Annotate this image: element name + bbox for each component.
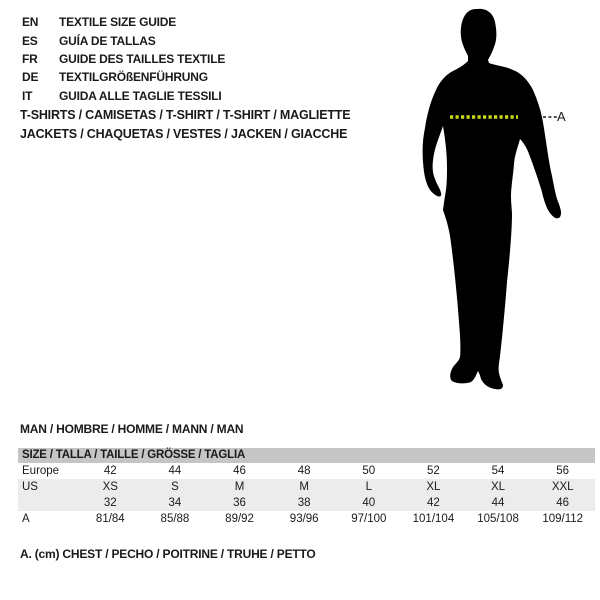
size-cell: 85/88 [160, 513, 190, 525]
lang-code: EN [22, 15, 39, 30]
size-cell: 38 [297, 497, 311, 509]
size-cell: 101/104 [412, 513, 455, 525]
man-figure [415, 4, 565, 396]
lang-code: IT [22, 88, 33, 103]
size-cell: 97/100 [351, 513, 387, 525]
lang-code: FR [22, 51, 38, 66]
table-row-europe [18, 463, 595, 479]
table-row-us-numeric [18, 495, 595, 511]
category-tshirts: T-SHIRTS / CAMISETAS / T-SHIRT / T-SHIRT / MAGLIETTE [20, 108, 351, 123]
size-cell: 44 [491, 497, 505, 509]
size-cell: M [299, 481, 309, 493]
garment-categories [20, 106, 350, 143]
size-cell: L [365, 481, 373, 493]
lang-row-it [22, 87, 225, 105]
size-cell: XL [491, 481, 506, 493]
lang-row-en [22, 13, 225, 31]
language-list [22, 13, 225, 105]
row-label: US [22, 481, 38, 493]
man-silhouette-path [423, 9, 561, 390]
size-table-header: SIZE / TALLA / TAILLE / GRÖSSE / TAGLIA [18, 448, 595, 463]
category-jackets: JACKETS / CHAQUETAS / VESTES / JACKEN / GIACCHE [20, 126, 348, 141]
size-cell: S [171, 481, 179, 493]
size-cell: 42 [427, 497, 440, 509]
size-cell: 52 [427, 465, 440, 477]
size-cell: XL [426, 481, 441, 493]
measure-label-a: A [557, 109, 566, 124]
lang-row-fr [22, 50, 225, 68]
size-cell: 36 [233, 497, 246, 509]
size-cell: 54 [491, 465, 505, 477]
lang-label: TEXTILGRÖßENFÜHRUNG [59, 70, 208, 85]
row-label: Europe [22, 465, 60, 477]
lang-row-de [22, 68, 225, 86]
size-cell: 109/112 [542, 513, 584, 525]
size-cell: 34 [168, 497, 182, 509]
size-cell: 44 [168, 465, 182, 477]
size-cell: M [234, 481, 245, 493]
size-cell: XXL [551, 481, 574, 493]
size-cell: 46 [556, 497, 570, 509]
lang-label: GUIDA ALLE TAGLIE TESSILI [59, 88, 222, 103]
row-label: A [22, 513, 30, 525]
lang-label: GUIDE DES TAILLES TEXTILE [59, 51, 226, 66]
lang-row-es [22, 31, 225, 49]
measurement-footnote: A. (cm) CHEST / PECHO / POITRINE / TRUHE / PETTO [20, 547, 316, 561]
size-cell: 48 [297, 465, 311, 477]
mens-section-title: MAN / HOMBRE / HOMME / MANN / MAN [20, 422, 244, 436]
size-cell: 89/92 [225, 513, 254, 525]
size-cell: 40 [362, 497, 376, 509]
lang-label: TEXTILE SIZE GUIDE [59, 15, 177, 30]
size-cell: 93/96 [289, 513, 319, 525]
size-table [18, 448, 595, 527]
size-cell: XS [102, 481, 118, 493]
lang-label: GUÍA DE TALLAS [59, 33, 156, 48]
lang-code: DE [22, 70, 39, 85]
size-cell: 81/84 [95, 513, 125, 525]
size-cell: 42 [103, 465, 117, 477]
table-row-us [18, 479, 595, 495]
size-cell: 56 [556, 465, 570, 477]
man-silhouette-figure [415, 4, 565, 396]
size-cell: 32 [103, 497, 117, 509]
size-cell: 105/108 [477, 513, 519, 525]
size-cell: 50 [362, 465, 376, 477]
table-row-chest-cm [18, 511, 595, 527]
lang-code: ES [22, 33, 38, 48]
size-cell: 46 [233, 465, 246, 477]
